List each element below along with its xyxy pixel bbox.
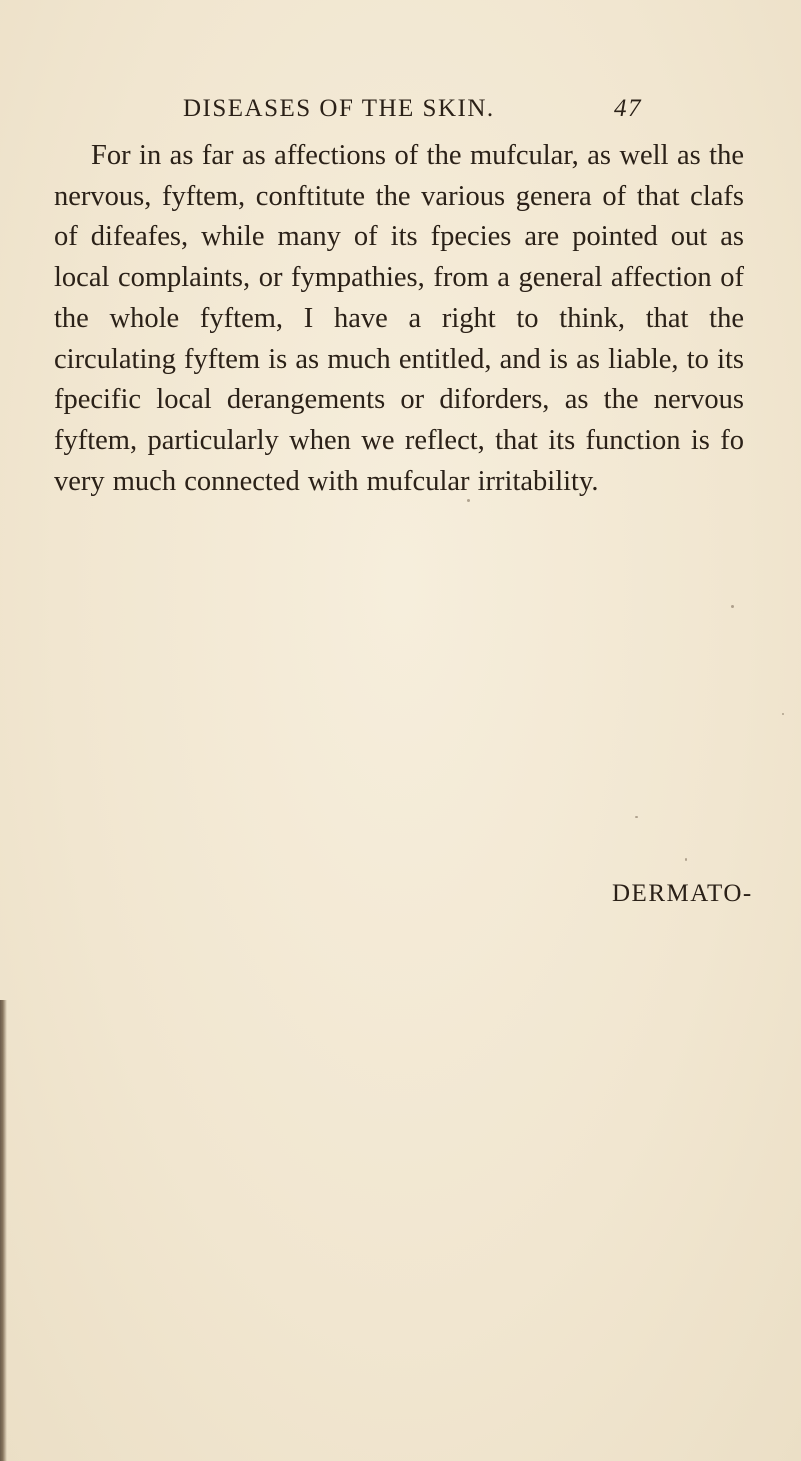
paper-speck xyxy=(731,605,734,608)
paper-speck xyxy=(685,858,687,861)
paper-speck xyxy=(782,713,784,715)
paper-speck xyxy=(467,499,470,502)
catchword: DERMATO- xyxy=(612,880,753,907)
body-paragraph: For in as far as affections of the mufcular, as well as the nervous, fyftem, conftitute the various genera of that clafs of difeafes, while many of its fpecies are pointed out as local complaints, or fympathies, from a general affection of the whole fyftem, I have a right to think, that the circulating fyftem is as much entitled, and is as liable, to its fpecific local derangements or diforders, as the nervous fyftem, particularly when we reflect, that its function is fo very much connected with mufcular irritability. xyxy=(54,140,744,497)
page-number: 47 xyxy=(614,95,642,122)
paper-speck xyxy=(635,816,638,818)
binding-shadow xyxy=(0,1000,7,1461)
running-head: DISEASES OF THE SKIN. xyxy=(183,95,495,122)
page-header xyxy=(183,92,653,126)
